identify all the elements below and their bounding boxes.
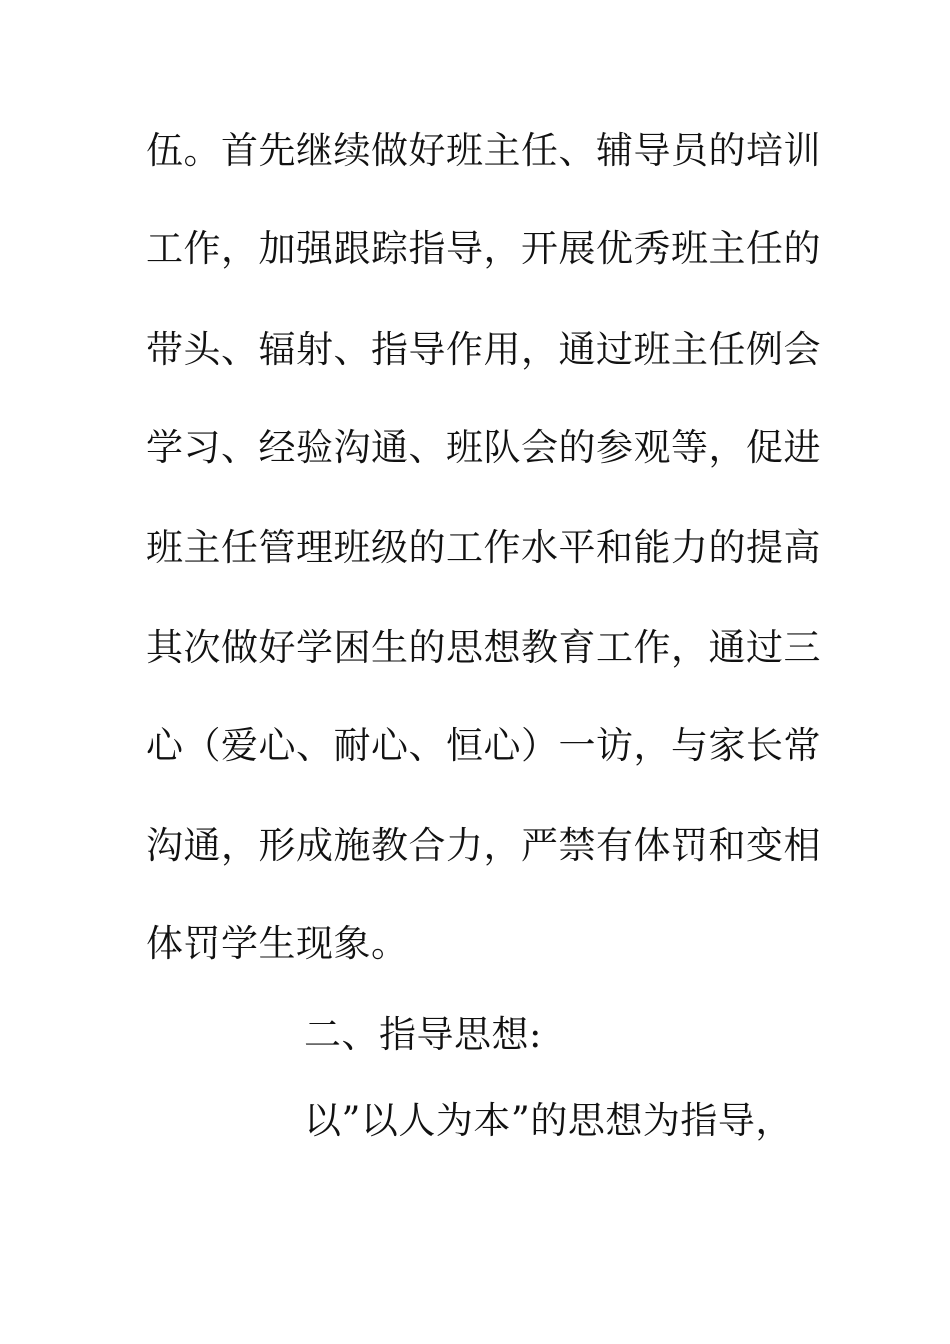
body-line-9: 体罚学生现象。 (146, 922, 409, 965)
section-first-line: 以”以人为本”的思想为指导， (304, 1099, 793, 1142)
body-line-3: 带头、辐射、指导作用，通过班主任例会 (146, 328, 821, 371)
body-line-2: 工作，加强跟踪指导，开展优秀班主任的 (146, 227, 821, 270)
body-line-5: 班主任管理班级的工作水平和能力的提高 (146, 526, 821, 569)
body-line-8: 沟通，形成施教合力，严禁有体罚和变相 (146, 824, 821, 867)
section-heading: 二、指导思想: (304, 1013, 542, 1056)
body-line-4: 学习、经验沟通、班队会的参观等，促进 (146, 426, 821, 469)
body-line-6: 其次做好学困生的思想教育工作，通过三 (146, 626, 821, 669)
body-line-7: 心（爱心、耐心、恒心）一访，与家长常 (146, 724, 821, 767)
body-line-1: 伍。首先继续做好班主任、辅导员的培训 (146, 129, 821, 172)
